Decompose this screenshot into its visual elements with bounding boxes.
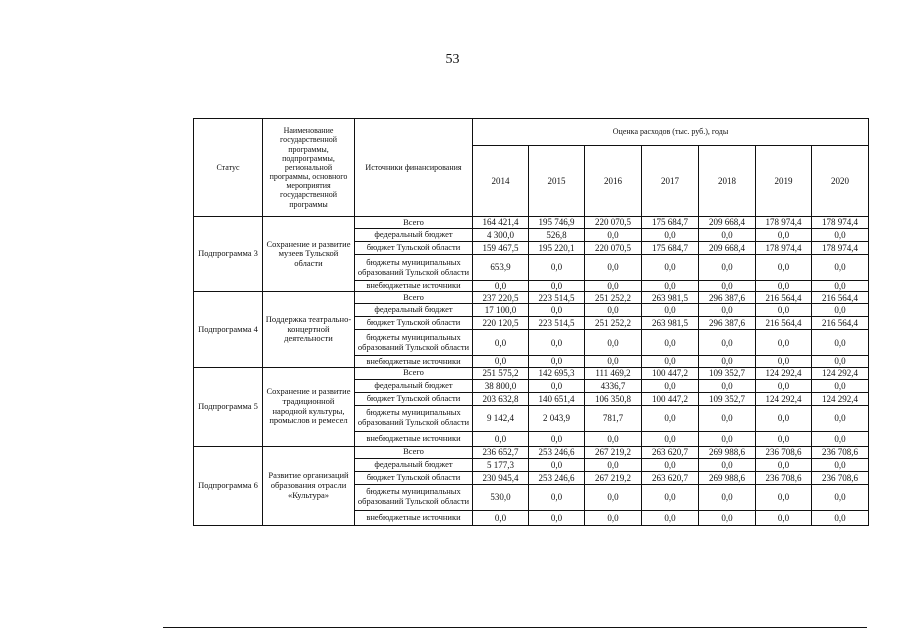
value-cell-2019: 0,0 [756,229,812,242]
value-cell-2016: 0,0 [585,304,642,317]
value-cell-2020: 0,0 [812,281,869,292]
value-cell-2017: 263 620,7 [642,471,699,484]
value-cell-2020: 0,0 [812,356,869,367]
value-cell-2019: 178 974,4 [756,242,812,255]
source-cell: внебюджетные источники [355,510,473,525]
value-cell-2014: 164 421,4 [473,217,529,229]
value-cell-2018: 109 352,7 [699,392,756,405]
value-cell-2017: 175 684,7 [642,217,699,229]
value-cell-2018: 0,0 [699,458,756,471]
header-name: Наименование государственной программы, подпрограммы, региональной программы, основного мероприятия государственной программы [263,119,355,217]
value-cell-2014: 0,0 [473,510,529,525]
value-cell-2020: 0,0 [812,229,869,242]
program-name-cell: Развитие организаций образования отрасли «Культура» [263,446,355,525]
value-cell-2016: 781,7 [585,405,642,431]
value-cell-2017: 0,0 [642,255,699,281]
source-cell: бюджеты муниципальных образований Тульской области [355,255,473,281]
value-cell-2018: 0,0 [699,431,756,446]
value-cell-2016: 0,0 [585,229,642,242]
value-cell-2017: 0,0 [642,281,699,292]
value-cell-2015: 223 514,5 [529,292,585,304]
value-cell-2015: 0,0 [529,330,585,356]
value-cell-2016: 0,0 [585,510,642,525]
value-cell-2017: 175 684,7 [642,242,699,255]
value-cell-2020: 178 974,4 [812,242,869,255]
value-cell-2018: 0,0 [699,330,756,356]
value-cell-2019: 0,0 [756,379,812,392]
value-cell-2019: 0,0 [756,458,812,471]
page-number: 53 [445,52,460,67]
source-cell: федеральный бюджет [355,458,473,471]
value-cell-2014: 4 300,0 [473,229,529,242]
table-row [194,292,869,304]
value-cell-2014: 0,0 [473,330,529,356]
value-cell-2019: 0,0 [756,255,812,281]
value-cell-2016: 251 252,2 [585,317,642,330]
value-cell-2014: 237 220,5 [473,292,529,304]
value-cell-2019: 0,0 [756,431,812,446]
source-cell: внебюджетные источники [355,356,473,367]
value-cell-2019: 0,0 [756,330,812,356]
value-cell-2015: 0,0 [529,431,585,446]
value-cell-2017: 0,0 [642,229,699,242]
value-cell-2015: 223 514,5 [529,317,585,330]
year-2015: 2015 [529,146,585,217]
header-sources: Источники финансирования [355,119,473,217]
value-cell-2018: 0,0 [699,356,756,367]
value-cell-2014: 251 575,2 [473,367,529,379]
value-cell-2016: 111 469,2 [585,367,642,379]
footer-rule [163,627,867,628]
value-cell-2019: 236 708,6 [756,471,812,484]
year-2016: 2016 [585,146,642,217]
year-2019: 2019 [756,146,812,217]
value-cell-2014: 0,0 [473,356,529,367]
value-cell-2020: 124 292,4 [812,367,869,379]
value-cell-2014: 0,0 [473,431,529,446]
program-name-cell: Поддержка театрально-концертной деятельности [263,292,355,367]
source-cell: федеральный бюджет [355,229,473,242]
value-cell-2015: 140 651,4 [529,392,585,405]
value-cell-2014: 159 467,5 [473,242,529,255]
value-cell-2020: 0,0 [812,510,869,525]
value-cell-2017: 0,0 [642,458,699,471]
value-cell-2020: 0,0 [812,330,869,356]
status-cell: Подпрограмма 6 [194,446,263,525]
value-cell-2015: 0,0 [529,484,585,510]
value-cell-2015: 253 246,6 [529,471,585,484]
value-cell-2019: 236 708,6 [756,446,812,458]
table-body [194,217,869,526]
value-cell-2019: 216 564,4 [756,292,812,304]
table-row [194,446,869,458]
value-cell-2016: 220 070,5 [585,242,642,255]
header-costs: Оценка расходов (тыс. руб.), годы [473,119,869,146]
value-cell-2019: 0,0 [756,510,812,525]
value-cell-2015: 0,0 [529,510,585,525]
value-cell-2015: 2 043,9 [529,405,585,431]
value-cell-2019: 0,0 [756,405,812,431]
value-cell-2020: 124 292,4 [812,392,869,405]
status-cell: Подпрограмма 5 [194,367,263,446]
value-cell-2018: 0,0 [699,304,756,317]
value-cell-2017: 263 981,5 [642,292,699,304]
value-cell-2015: 253 246,6 [529,446,585,458]
value-cell-2014: 653,9 [473,255,529,281]
value-cell-2018: 0,0 [699,281,756,292]
year-2018: 2018 [699,146,756,217]
value-cell-2015: 0,0 [529,304,585,317]
value-cell-2020: 216 564,4 [812,292,869,304]
value-cell-2019: 124 292,4 [756,392,812,405]
value-cell-2018: 0,0 [699,510,756,525]
value-cell-2016: 267 219,2 [585,471,642,484]
value-cell-2014: 203 632,8 [473,392,529,405]
value-cell-2016: 0,0 [585,330,642,356]
value-cell-2019: 0,0 [756,484,812,510]
value-cell-2018: 296 387,6 [699,317,756,330]
value-cell-2017: 100 447,2 [642,367,699,379]
value-cell-2017: 0,0 [642,356,699,367]
table-row [194,217,869,229]
source-cell: федеральный бюджет [355,379,473,392]
value-cell-2014: 230 945,4 [473,471,529,484]
value-cell-2020: 0,0 [812,379,869,392]
value-cell-2020: 236 708,6 [812,446,869,458]
source-cell: бюджет Тульской области [355,317,473,330]
source-cell: внебюджетные источники [355,281,473,292]
source-cell: Всего [355,446,473,458]
value-cell-2018: 0,0 [699,229,756,242]
value-cell-2016: 0,0 [585,281,642,292]
value-cell-2020: 216 564,4 [812,317,869,330]
table-row [194,367,869,379]
value-cell-2016: 267 219,2 [585,446,642,458]
value-cell-2014: 17 100,0 [473,304,529,317]
value-cell-2017: 263 981,5 [642,317,699,330]
value-cell-2016: 220 070,5 [585,217,642,229]
value-cell-2020: 0,0 [812,458,869,471]
value-cell-2020: 0,0 [812,304,869,317]
value-cell-2018: 0,0 [699,405,756,431]
value-cell-2017: 263 620,7 [642,446,699,458]
value-cell-2014: 9 142,4 [473,405,529,431]
value-cell-2020: 0,0 [812,405,869,431]
value-cell-2017: 0,0 [642,405,699,431]
value-cell-2020: 0,0 [812,255,869,281]
value-cell-2017: 0,0 [642,510,699,525]
value-cell-2019: 0,0 [756,304,812,317]
value-cell-2015: 526,8 [529,229,585,242]
value-cell-2015: 0,0 [529,281,585,292]
value-cell-2018: 109 352,7 [699,367,756,379]
value-cell-2016: 0,0 [585,255,642,281]
year-2014: 2014 [473,146,529,217]
status-cell: Подпрограмма 3 [194,217,263,292]
source-cell: бюджет Тульской области [355,471,473,484]
value-cell-2017: 0,0 [642,431,699,446]
value-cell-2016: 0,0 [585,431,642,446]
value-cell-2019: 0,0 [756,356,812,367]
value-cell-2016: 251 252,2 [585,292,642,304]
program-name-cell: Сохранение и развитие традиционной народной культуры, промыслов и ремесел [263,367,355,446]
value-cell-2016: 106 350,8 [585,392,642,405]
value-cell-2018: 269 988,6 [699,471,756,484]
value-cell-2020: 236 708,6 [812,471,869,484]
value-cell-2020: 0,0 [812,484,869,510]
value-cell-2015: 0,0 [529,379,585,392]
value-cell-2017: 0,0 [642,484,699,510]
status-cell: Подпрограмма 4 [194,292,263,367]
header-status: Статус [194,119,263,217]
source-cell: Всего [355,292,473,304]
value-cell-2016: 4336,7 [585,379,642,392]
value-cell-2015: 0,0 [529,458,585,471]
header-row [194,119,869,146]
source-cell: федеральный бюджет [355,304,473,317]
value-cell-2014: 0,0 [473,281,529,292]
source-cell: бюджеты муниципальных образований Тульской области [355,484,473,510]
value-cell-2017: 0,0 [642,330,699,356]
value-cell-2016: 0,0 [585,458,642,471]
value-cell-2019: 178 974,4 [756,217,812,229]
source-cell: бюджеты муниципальных образований Тульской области [355,330,473,356]
value-cell-2017: 100 447,2 [642,392,699,405]
year-2020: 2020 [812,146,869,217]
value-cell-2014: 220 120,5 [473,317,529,330]
value-cell-2018: 296 387,6 [699,292,756,304]
value-cell-2019: 216 564,4 [756,317,812,330]
value-cell-2016: 0,0 [585,356,642,367]
value-cell-2018: 269 988,6 [699,446,756,458]
value-cell-2018: 209 668,4 [699,217,756,229]
value-cell-2018: 0,0 [699,379,756,392]
source-cell: бюджеты муниципальных образований Тульской области [355,405,473,431]
value-cell-2017: 0,0 [642,379,699,392]
value-cell-2018: 209 668,4 [699,242,756,255]
value-cell-2014: 5 177,3 [473,458,529,471]
value-cell-2014: 236 652,7 [473,446,529,458]
value-cell-2020: 0,0 [812,431,869,446]
value-cell-2015: 142 695,3 [529,367,585,379]
value-cell-2014: 38 800,0 [473,379,529,392]
value-cell-2017: 0,0 [642,304,699,317]
value-cell-2015: 0,0 [529,255,585,281]
value-cell-2016: 0,0 [585,484,642,510]
program-name-cell: Сохранение и развитие музеев Тульской области [263,217,355,292]
source-cell: внебюджетные источники [355,431,473,446]
value-cell-2019: 124 292,4 [756,367,812,379]
year-2017: 2017 [642,146,699,217]
value-cell-2019: 0,0 [756,281,812,292]
source-cell: бюджет Тульской области [355,242,473,255]
value-cell-2018: 0,0 [699,255,756,281]
value-cell-2015: 195 746,9 [529,217,585,229]
source-cell: Всего [355,217,473,229]
value-cell-2015: 195 220,1 [529,242,585,255]
value-cell-2014: 530,0 [473,484,529,510]
expenditure-table [193,118,869,526]
source-cell: Всего [355,367,473,379]
value-cell-2015: 0,0 [529,356,585,367]
source-cell: бюджет Тульской области [355,392,473,405]
value-cell-2018: 0,0 [699,484,756,510]
value-cell-2020: 178 974,4 [812,217,869,229]
